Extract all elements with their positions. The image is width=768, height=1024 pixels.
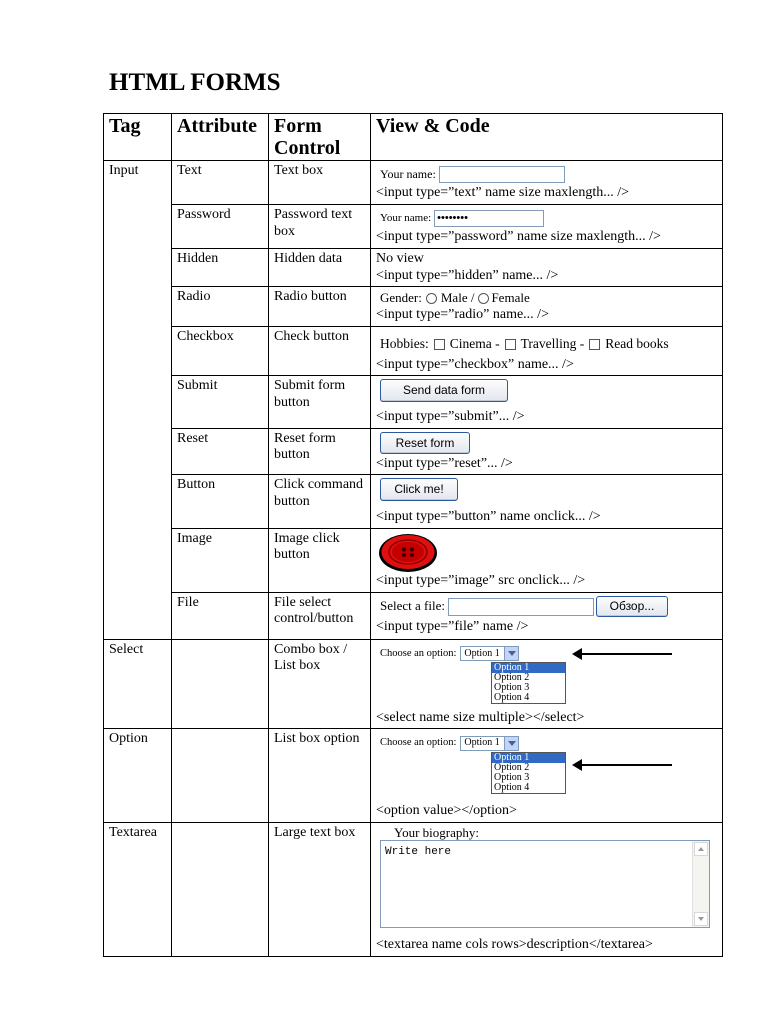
view-code-select — [371, 639, 723, 729]
table-row-reset — [104, 428, 723, 475]
table-row-option — [104, 729, 723, 823]
header-view-code: View & Code — [371, 114, 723, 161]
table-row-button — [104, 475, 723, 529]
control-option: List box option — [269, 729, 371, 823]
select-code: <select name size multiple></select> — [376, 709, 585, 725]
page-title: HTML FORMS — [109, 69, 281, 96]
select-selected-value: Option 1 — [464, 647, 500, 659]
view-code-reset — [371, 428, 723, 475]
view-code-option — [371, 729, 723, 823]
list-item[interactable]: Option 2 — [494, 761, 530, 773]
pointer-arrow-icon — [581, 764, 672, 766]
radio-code: <input type=”radio” name... /> — [376, 307, 549, 322]
attribute-text: Text — [172, 161, 269, 205]
file-path-input[interactable] — [448, 598, 594, 616]
attribute-file: File — [172, 592, 269, 639]
checkbox-read-books-label: Read books — [605, 336, 669, 352]
attribute-select — [172, 639, 269, 729]
scroll-down-icon[interactable] — [694, 912, 708, 926]
control-submit: Submit form button — [269, 376, 371, 429]
table-row-file — [104, 592, 723, 639]
password-code: <input type=”password” name size maxlength... /> — [376, 229, 661, 244]
textarea-code: <textarea name cols rows>description</textarea> — [376, 936, 653, 952]
textarea-value: Write here — [385, 845, 452, 858]
control-text: Text box — [269, 161, 371, 205]
biography-textarea[interactable] — [380, 840, 710, 928]
control-hidden: Hidden data — [269, 249, 371, 287]
list-item[interactable]: Option 3 — [494, 771, 530, 783]
textarea-scrollbar[interactable] — [692, 841, 709, 927]
view-code-submit — [371, 376, 723, 429]
checkbox-code: <input type=”checkbox” name... /> — [376, 356, 574, 372]
scroll-up-icon[interactable] — [694, 842, 708, 856]
view-code-hidden — [371, 249, 723, 287]
attribute-radio: Radio — [172, 287, 269, 327]
list-item[interactable]: Option 1 — [492, 753, 565, 763]
table-row-image — [104, 528, 723, 592]
control-checkbox: Check button — [269, 326, 371, 376]
view-code-button — [371, 475, 723, 529]
text-code: <input type=”text” name size maxlength... /> — [376, 185, 630, 200]
table-row-hidden — [104, 249, 723, 287]
control-reset: Reset form button — [269, 428, 371, 475]
submit-code: <input type=”submit”... /> — [376, 409, 525, 424]
attribute-checkbox: Checkbox — [172, 326, 269, 376]
list-item[interactable]: Option 1 — [492, 663, 565, 673]
control-button: Click command button — [269, 475, 371, 529]
chevron-down-icon[interactable] — [504, 647, 518, 660]
radio-female[interactable] — [478, 293, 489, 304]
checkbox-cinema-label: Cinema - — [449, 336, 500, 352]
hidden-view-text: No view — [376, 251, 424, 266]
table-row-textarea — [104, 822, 723, 956]
view-code-text — [371, 161, 723, 205]
control-select: Combo box / List box — [269, 639, 371, 729]
reset-form-button[interactable]: Reset form — [380, 432, 470, 455]
list-item[interactable]: Option 3 — [494, 682, 530, 693]
file-view-label: Select a file: — [380, 598, 445, 614]
hidden-code: <input type=”hidden” name... /> — [376, 267, 559, 283]
reset-code: <input type=”reset”... /> — [376, 455, 513, 471]
view-code-radio — [371, 287, 723, 327]
control-textarea: Large text box — [269, 822, 371, 956]
option-selected-value: Option 1 — [464, 737, 500, 748]
name-text-input[interactable] — [439, 166, 565, 183]
list-item[interactable]: Option 2 — [494, 672, 530, 683]
select-combo-box[interactable] — [460, 646, 518, 661]
password-input[interactable] — [434, 210, 544, 227]
attribute-button: Button — [172, 475, 269, 529]
header-tag: Tag — [104, 114, 172, 161]
tag-option: Option — [104, 729, 172, 823]
control-password: Password text box — [269, 205, 371, 249]
list-item[interactable]: Option 4 — [494, 781, 530, 793]
table-row-select — [104, 639, 723, 729]
radio-male[interactable] — [426, 293, 437, 304]
password-view-label: Your name: — [380, 211, 432, 224]
table-row-checkbox — [104, 326, 723, 376]
click-me-button[interactable]: Click me! — [380, 478, 458, 501]
option-code: <option value></option> — [376, 803, 517, 818]
tag-textarea: Textarea — [104, 822, 172, 956]
image-code: <input type=”image” src onclick... /> — [376, 572, 586, 588]
checkbox-travelling[interactable] — [505, 339, 516, 350]
radio-female-label: Female — [491, 289, 530, 305]
tag-select: Select — [104, 639, 172, 729]
option-combo-box[interactable] — [460, 736, 518, 751]
textarea-view-label: Your biography: — [394, 824, 479, 840]
table-row-radio — [104, 287, 723, 327]
attribute-image: Image — [172, 528, 269, 592]
red-button-image-icon[interactable] — [378, 531, 442, 573]
attribute-hidden: Hidden — [172, 249, 269, 287]
radio-view-label: Gender: — [380, 289, 422, 305]
attribute-password: Password — [172, 205, 269, 249]
pointer-arrow-icon — [581, 653, 672, 655]
control-file: File select control/button — [269, 592, 371, 639]
send-data-form-button[interactable]: Send data form — [380, 379, 508, 402]
view-code-textarea — [371, 822, 723, 956]
attribute-option — [172, 729, 269, 823]
option-list-box[interactable] — [491, 752, 566, 794]
file-code: <input type=”file” name /> — [376, 618, 529, 634]
select-view-label: Choose an option: — [380, 647, 457, 659]
view-code-file — [371, 592, 723, 639]
header-row — [104, 114, 723, 161]
table-row-password — [104, 205, 723, 249]
list-item[interactable]: Option 4 — [494, 692, 530, 703]
attribute-submit: Submit — [172, 376, 269, 429]
checkbox-cinema[interactable] — [434, 339, 445, 350]
control-radio: Radio button — [269, 287, 371, 327]
view-code-checkbox — [371, 326, 723, 376]
attribute-textarea — [172, 822, 269, 956]
select-list-box[interactable] — [491, 662, 566, 704]
view-code-image — [371, 528, 723, 592]
button-code: <input type=”button” name onclick... /> — [376, 509, 601, 524]
table-row-text — [104, 161, 723, 205]
table-row-submit — [104, 376, 723, 429]
chevron-down-icon[interactable] — [504, 737, 518, 750]
radio-male-label: Male / — [440, 289, 475, 305]
checkbox-travelling-label: Travelling - — [520, 336, 585, 352]
tag-input: Input — [104, 161, 172, 640]
view-code-password — [371, 205, 723, 249]
header-attribute: Attribute — [172, 114, 269, 161]
control-image: Image click button — [269, 528, 371, 592]
text-view-label: Your name: — [380, 166, 436, 181]
attribute-reset: Reset — [172, 428, 269, 475]
header-form-control: Form Control — [269, 114, 371, 161]
option-view-label: Choose an option: — [380, 737, 457, 748]
checkbox-view-label: Hobbies: — [380, 336, 429, 352]
checkbox-read-books[interactable] — [589, 339, 600, 350]
forms-table — [103, 113, 723, 957]
browse-button[interactable]: Обзор... — [596, 596, 668, 617]
